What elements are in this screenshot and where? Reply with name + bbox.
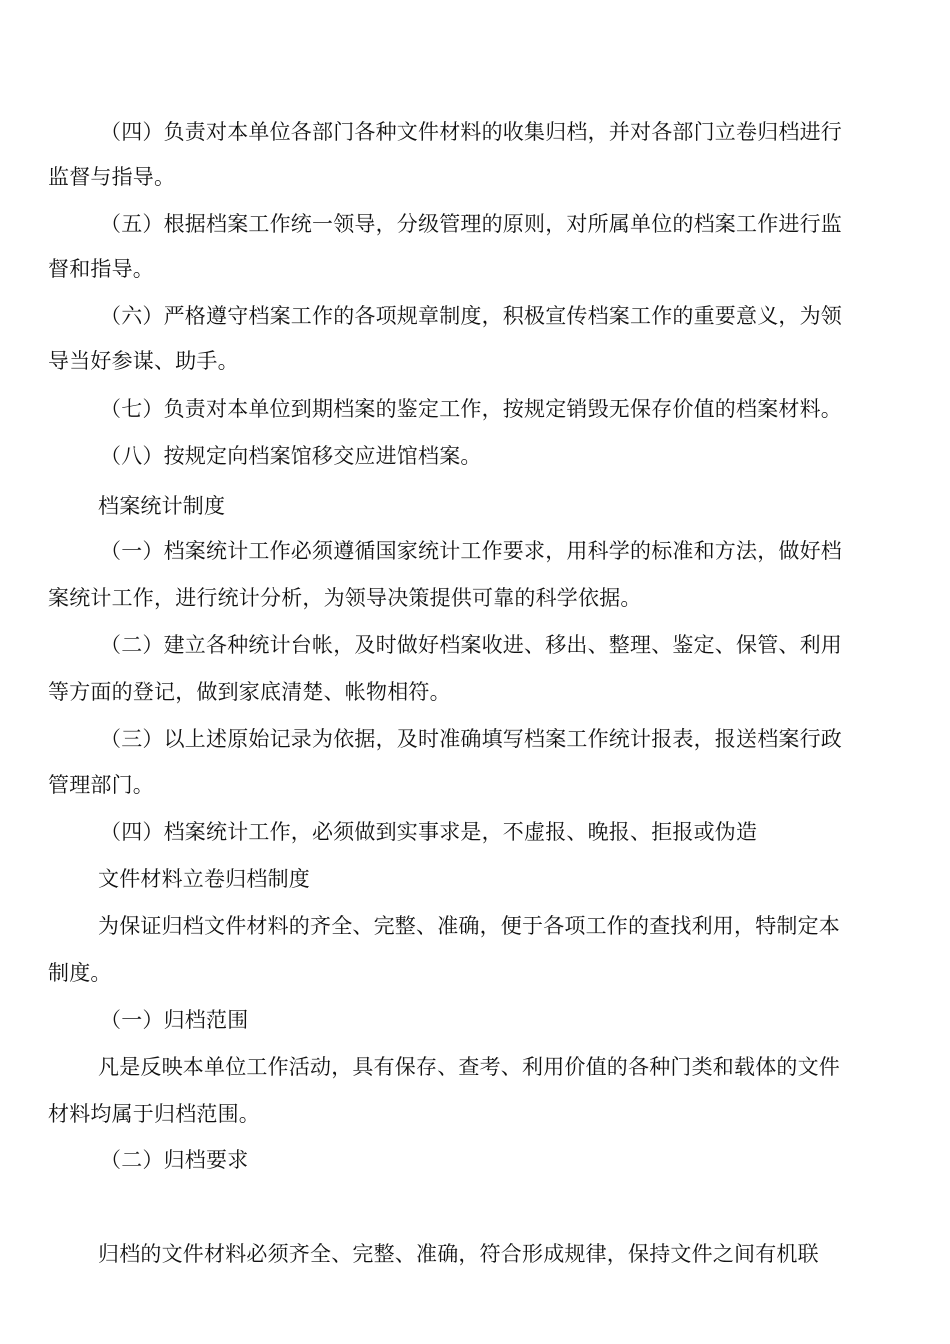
filing-intro-line-2: 制度。 <box>48 961 112 985</box>
statistics-item-2-line-2: 等方面的登记，做到家底清楚、帐物相符。 <box>48 680 451 704</box>
statistics-item-4: （四）档案统计工作，必须做到实事求是，不虚报、晚报、拒报或伪造 <box>100 820 758 844</box>
filing-scope-heading: （一）归档范围 <box>100 1008 249 1032</box>
filing-intro-line-1: 为保证归档文件材料的齐全、完整、准确，便于各项工作的查找利用，特制定本 <box>98 914 840 938</box>
paragraph-7: （七）负责对本单位到期档案的鉴定工作，按规定销毁无保存价值的档案材料。 <box>100 397 842 421</box>
statistics-item-1-line-2: 案统计工作，进行统计分析，为领导决策提供可靠的科学依据。 <box>48 586 642 610</box>
section-heading-statistics: 档案统计制度 <box>98 494 226 518</box>
paragraph-5-line-1: （五）根据档案工作统一领导，分级管理的原则，对所属单位的档案工作进行监 <box>100 212 842 236</box>
filing-requirements-heading: （二）归档要求 <box>100 1148 249 1172</box>
paragraph-6-line-2: 导当好参谋、助手。 <box>48 349 239 373</box>
statistics-item-3-line-1: （三）以上述原始记录为依据，及时准确填写档案工作统计报表，报送档案行政 <box>100 727 842 751</box>
paragraph-4-line-1: （四）负责对本单位各部门各种文件材料的收集归档，并对各部门立卷归档进行 <box>100 120 842 144</box>
section-heading-filing: 文件材料立卷归档制度 <box>98 867 310 891</box>
statistics-item-3-line-2: 管理部门。 <box>48 773 154 797</box>
paragraph-8: （八）按规定向档案馆移交应进馆档案。 <box>100 444 482 468</box>
filing-scope-line-2: 材料均属于归档范围。 <box>48 1102 260 1126</box>
paragraph-5-line-2: 督和指导。 <box>48 257 154 281</box>
filing-requirements-line-1: 归档的文件材料必须齐全、完整、准确，符合形成规律，保持文件之间有机联 <box>98 1242 819 1266</box>
filing-scope-line-1: 凡是反映本单位工作活动，具有保存、查考、利用价值的各种门类和载体的文件 <box>98 1055 840 1079</box>
statistics-item-1-line-1: （一）档案统计工作必须遵循国家统计工作要求，用科学的标准和方法，做好档 <box>100 539 842 563</box>
paragraph-4-line-2: 监督与指导。 <box>48 165 176 189</box>
statistics-item-2-line-1: （二）建立各种统计台帐，及时做好档案收进、移出、整理、鉴定、保管、利用 <box>100 633 842 657</box>
paragraph-6-line-1: （六）严格遵守档案工作的各项规章制度，积极宣传档案工作的重要意义，为领 <box>100 304 842 328</box>
